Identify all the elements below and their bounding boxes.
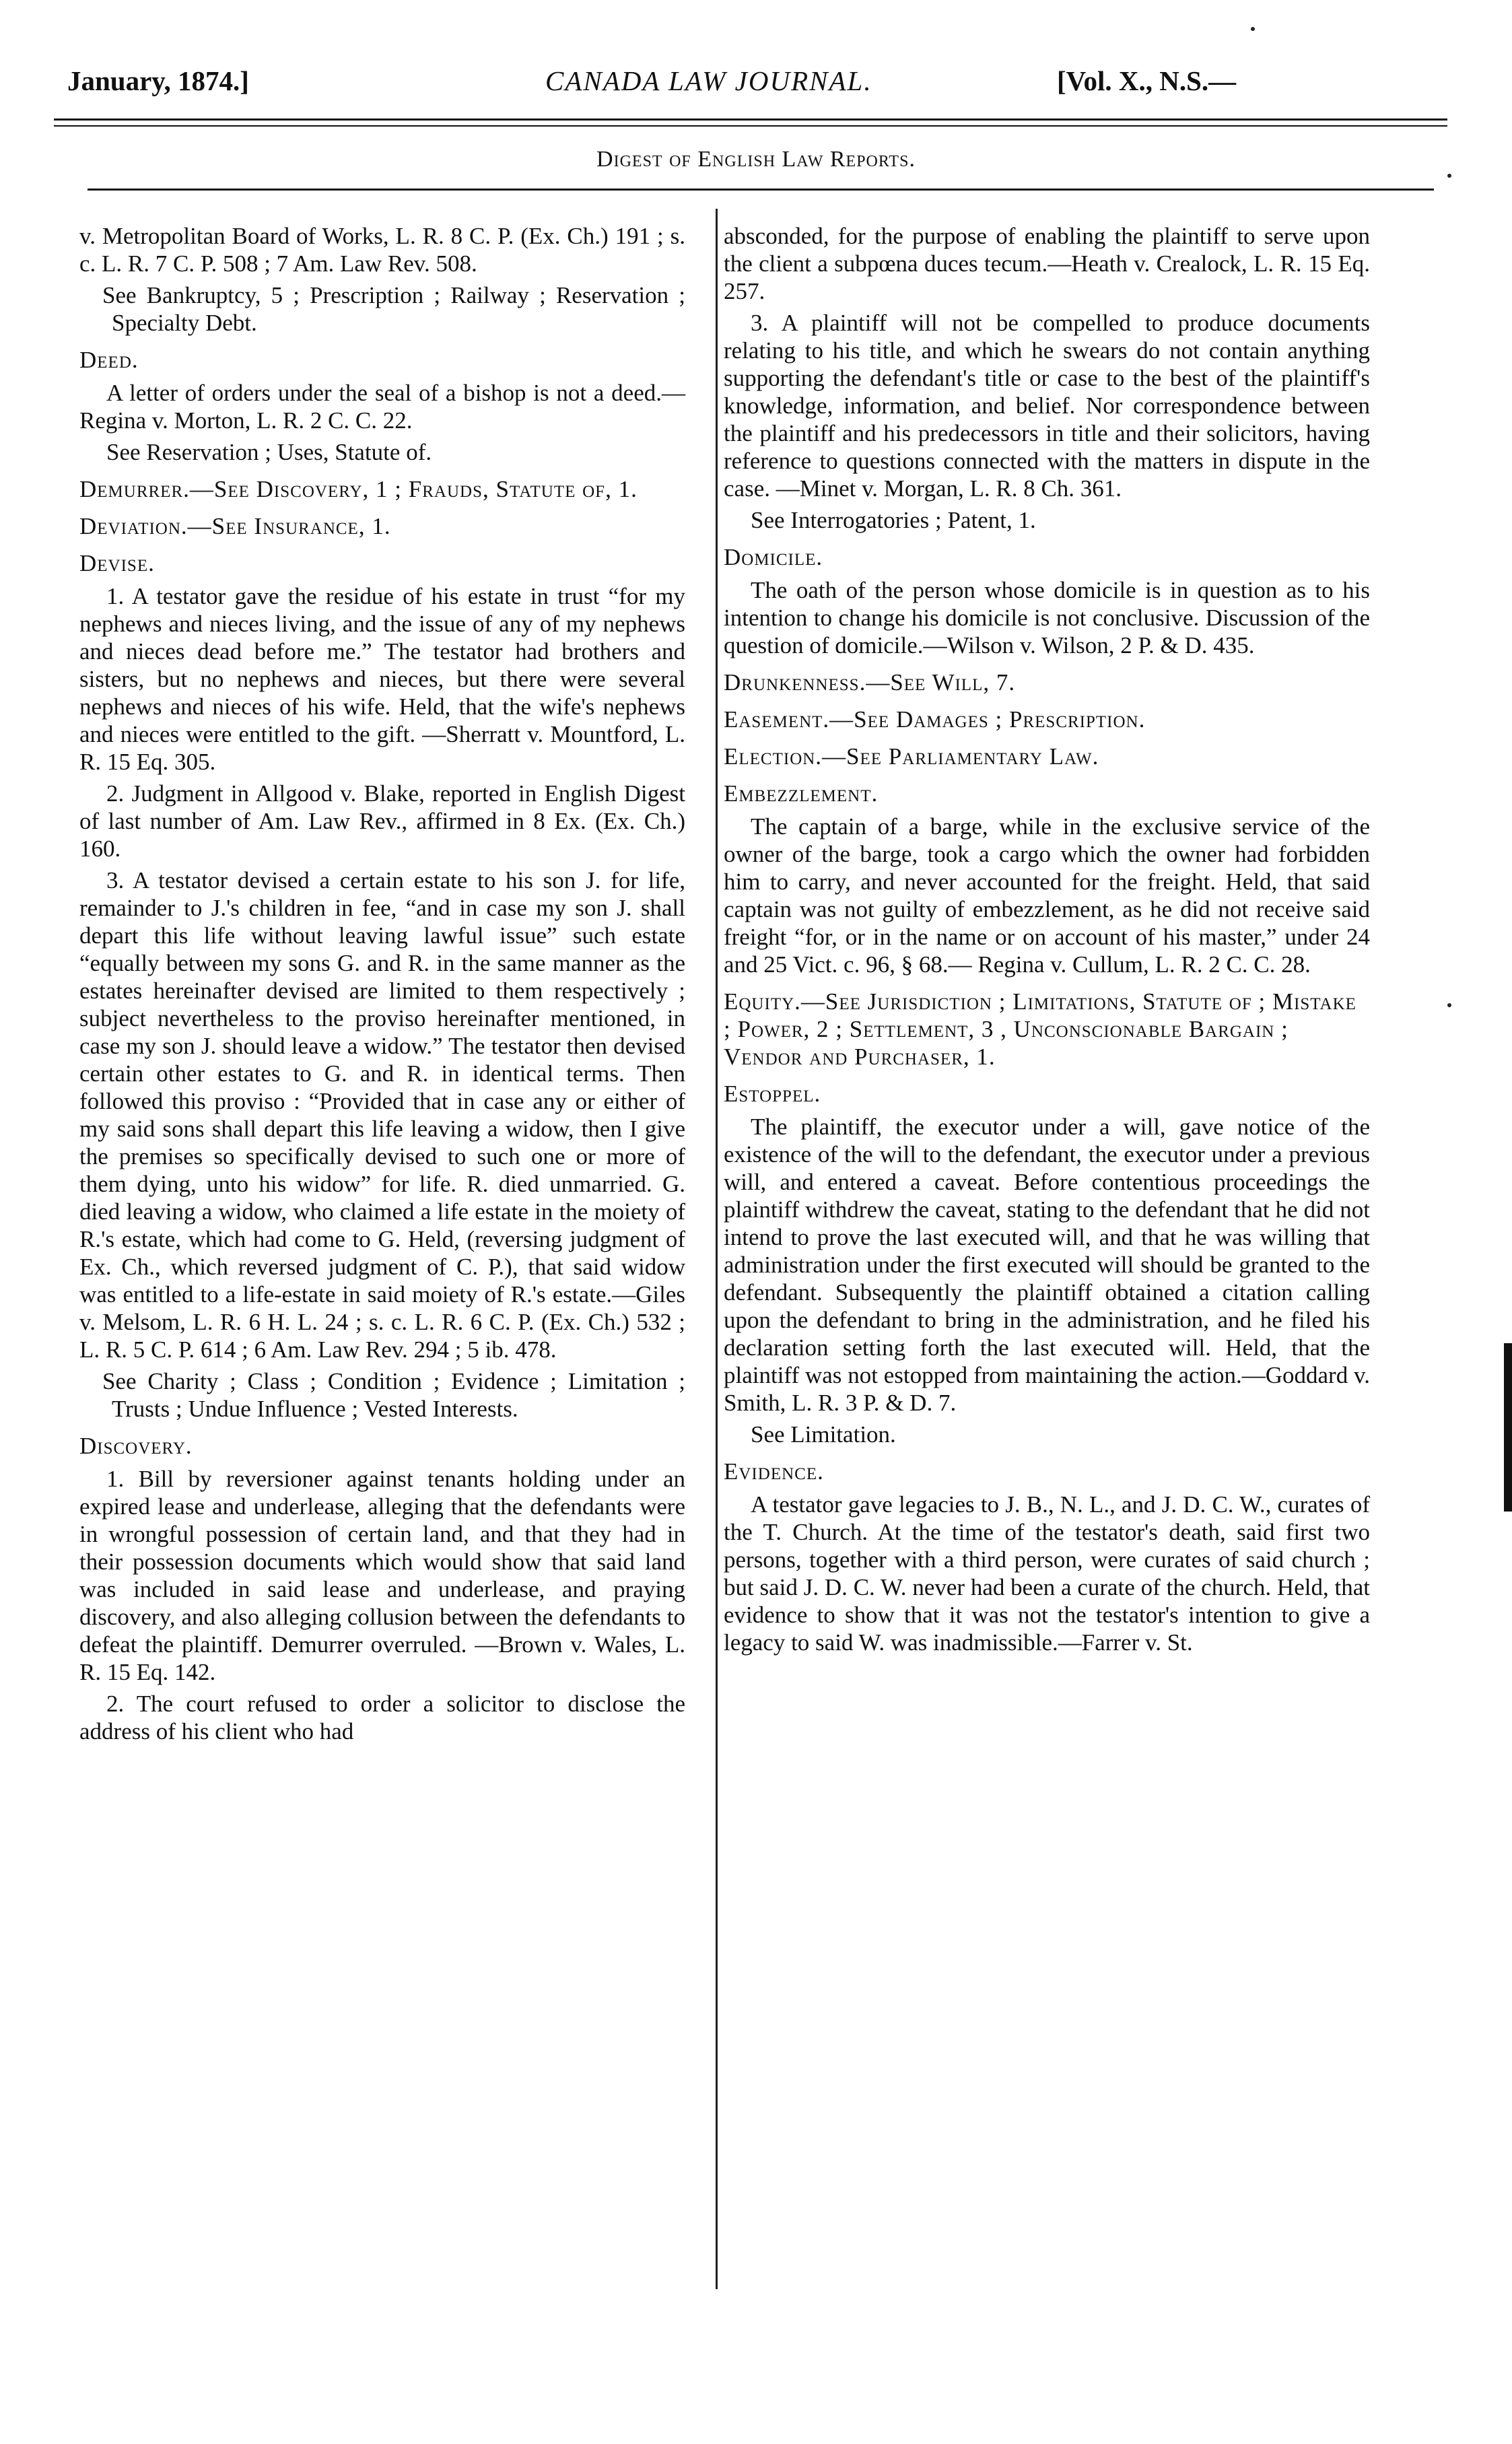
digest-paragraph: 1. Bill by reversioner against tenants holding under an expired lease and underlease, alleging that the defendants were in wrongful possession of certain land, and that they had in their possession documents which would show that said land was included in said lease and underlease, and praying discovery, and also alleging collusion between the defendants to defeat the plaintiff. Demurrer overruled. —Brown v. Wales, L. R. 15 Eq. 142. [79, 1466, 685, 1685]
digest-paragraph: See Reservation ; Uses, Statute of. [106, 439, 432, 465]
running-header [54, 65, 1400, 112]
digest-paragraph: See Interrogatories ; Patent, 1. [751, 507, 1036, 533]
digest-heading: Drunkenness.—See Will, 7. [724, 669, 1016, 695]
digest-heading: Deviation.—See Insurance, 1. [79, 513, 391, 539]
digest-paragraph: 3. A testator devised a certain estate to his son J. for life, remainder to J.'s children in fee, “and in case my son J. shall depart this life without leaving lawful issue” such estate “equally between my sons G. and R. in the same manner as the estates hereinafter devised are limited to them respectively ; subject nevertheless to the proviso hereinafter mentioned, in case my son J. should leave a widow.” The testator then devised certain other estates to G. and R. in identical terms. Then followed this proviso : “Provided that in case any or either of my said sons shall depart this life leaving a widow, then I give the premises so specifically devised to such one or more of them dying, unto his widow” for life. R. died unmarried. G. died leaving a widow, who claimed a life estate in the moiety of R.'s estate, which had come to G. Held, (reversing judgment of Ex. Ch., which reversed judgment of C. P.), that said widow was entitled to a life-estate in said moiety of R.'s estate.—Giles v. Melsom, L. R. 6 H. L. 24 ; s. c. L. R. 6 C. P. (Ex. Ch.) 532 ; L. R. 5 C. P. 614 ; 6 Am. Law Rev. 294 ; 5 ib. 478. [79, 867, 685, 1363]
digest-paragraph: The plaintiff, the executor under a will, gave notice of the existence of the will to the defendant, the executor under a previous will, and entered a caveat. Before contentious proceedings the plaintiff withdrew the caveat, stating to the defendant that he did not intend to prove the last executed will, and that he was willing that administration under the first executed will should be granted to the defendant. Subsequently the plaintiff obtained a citation calling upon the defendant to bring in the administration, and he filed his declaration setting forth the last executed will. Held, that the plaintiff was not estopped from maintaining the action.—Goddard v. Smith, L. R. 3 P. & D. 7. [724, 1114, 1370, 1416]
scan-speck [1447, 1003, 1451, 1007]
column-separator [716, 209, 718, 2289]
digest-heading: Domicile. [724, 544, 823, 570]
digest-paragraph: See Limitation. [751, 1421, 896, 1448]
digest-paragraph: 1. A testator gave the residue of his estate in trust “for my nephews and nieces living, and the issue of any of my nephews and nieces dead before me.” The testator had brothers and sisters, but no nephews and nieces, but there were several nephews and nieces of his wife. Held, that the wife's nephews and nieces were entitled to the gift. —Sherratt v. Mountford, L. R. 15 Eq. 305. [79, 583, 685, 775]
scan-speck [1447, 174, 1451, 178]
digest-paragraph: 2. Judgment in Allgood v. Blake, reported in English Digest of last number of Am. Law Rev., affirmed in 8 Ex. (Ex. Ch.) 160. [79, 780, 685, 862]
digest-heading: Evidence. [724, 1458, 824, 1485]
section-title: Digest of English Law Reports. [596, 147, 916, 172]
digest-paragraph: A letter of orders under the seal of a bishop is not a deed.—Regina v. Morton, L. R. 2 C. C. 22. [79, 380, 685, 434]
section-rule [88, 189, 1434, 191]
digest-paragraph: See Charity ; Class ; Condition ; Evidence ; Limitation ; Trusts ; Undue Influence ; Vested Interests. [102, 1368, 685, 1422]
journal-title: CANADA LAW JOURNAL. [545, 65, 872, 96]
digest-paragraph: The captain of a barge, while in the exclusive service of the owner of the barge, took a cargo which the owner had forbidden him to carry, and never accounted for the freight. Held, that said captain was not guilty of embezzlement, as he did not receive said freight “for, or in the name or on account of his master,” under 24 and 25 Vict. c. 96, § 68.— Regina v. Cullum, L. R. 2 C. C. 28. [724, 813, 1370, 978]
digest-paragraph: A testator gave legacies to J. B., N. L., and J. D. C. W., curates of the T. Church. At the time of the testator's death, said first two persons, together with a third person, were curates of said church ; but said J. D. C. W. never had been a curate of the church. Held, that evidence to show that it was not the testator's intention to give a legacy to said W. was inadmissible.—Farrer v. St. [724, 1491, 1370, 1656]
digest-paragraph: 2. The court refused to order a solicitor to disclose the address of his client who had [79, 1691, 685, 1744]
scan-edge-mark [1504, 1343, 1512, 1512]
digest-heading: Estoppel. [724, 1081, 821, 1107]
scan-speck [1251, 27, 1255, 31]
header-rule-top [54, 118, 1447, 121]
digest-heading: Easement.—See Damages ; Prescription. [724, 706, 1146, 733]
digest-heading: Election.—See Parliamentary Law. [724, 743, 1099, 770]
digest-paragraph: The oath of the person whose domicile is in question as to his intention to change his domicile is not conclusive. Discussion of the question of domicile.—Wilson v. Wilson, 2 P. & D. 435. [724, 577, 1370, 658]
digest-paragraph: absconded, for the purpose of enabling the plaintiff to serve upon the client a subpœna duces tecum.—Heath v. Crealock, L. R. 15 Eq. 257. [724, 223, 1370, 304]
left-column [79, 222, 685, 1749]
digest-heading: Embezzlement. [724, 780, 879, 807]
digest-heading: Discovery. [79, 1433, 193, 1459]
header-rule-bottom [54, 125, 1447, 127]
right-column [724, 222, 1370, 1660]
header-date: January, 1874.] [67, 65, 249, 96]
digest-heading: Devise. [79, 550, 155, 576]
volume-label: [Vol. X., N.S.— [1057, 65, 1237, 96]
digest-paragraph: v. Metropolitan Board of Works, L. R. 8 C. P. (Ex. Ch.) 191 ; s. c. L. R. 7 C. P. 508 ; 7 Am. Law Rev. 508. [79, 223, 685, 277]
digest-heading: Equity.—See Jurisdiction ; Limitations, Statute of ; Mistake ; Power, 2 ; Settlement, 3 , Unconscionable Bargain ; Vendor and Purchaser, 1. [724, 988, 1356, 1070]
digest-paragraph: See Bankruptcy, 5 ; Prescription ; Railway ; Reservation ; Specialty Debt. [102, 282, 685, 336]
digest-paragraph: 3. A plaintiff will not be compelled to produce documents relating to his title, and which he swears do not contain anything supporting the defendant's title or case to the best of the plaintiff's knowledge, information, and belief. Nor correspondence between the plaintiff and his predecessors in title and their solicitors, having reference to questions connected with the matters in dispute in the case. —Minet v. Morgan, L. R. 8 Ch. 361. [724, 310, 1370, 502]
digest-heading: Deed. [79, 347, 139, 373]
digest-heading: Demurrer.—See Discovery, 1 ; Frauds, Statute of, 1. [79, 476, 638, 502]
